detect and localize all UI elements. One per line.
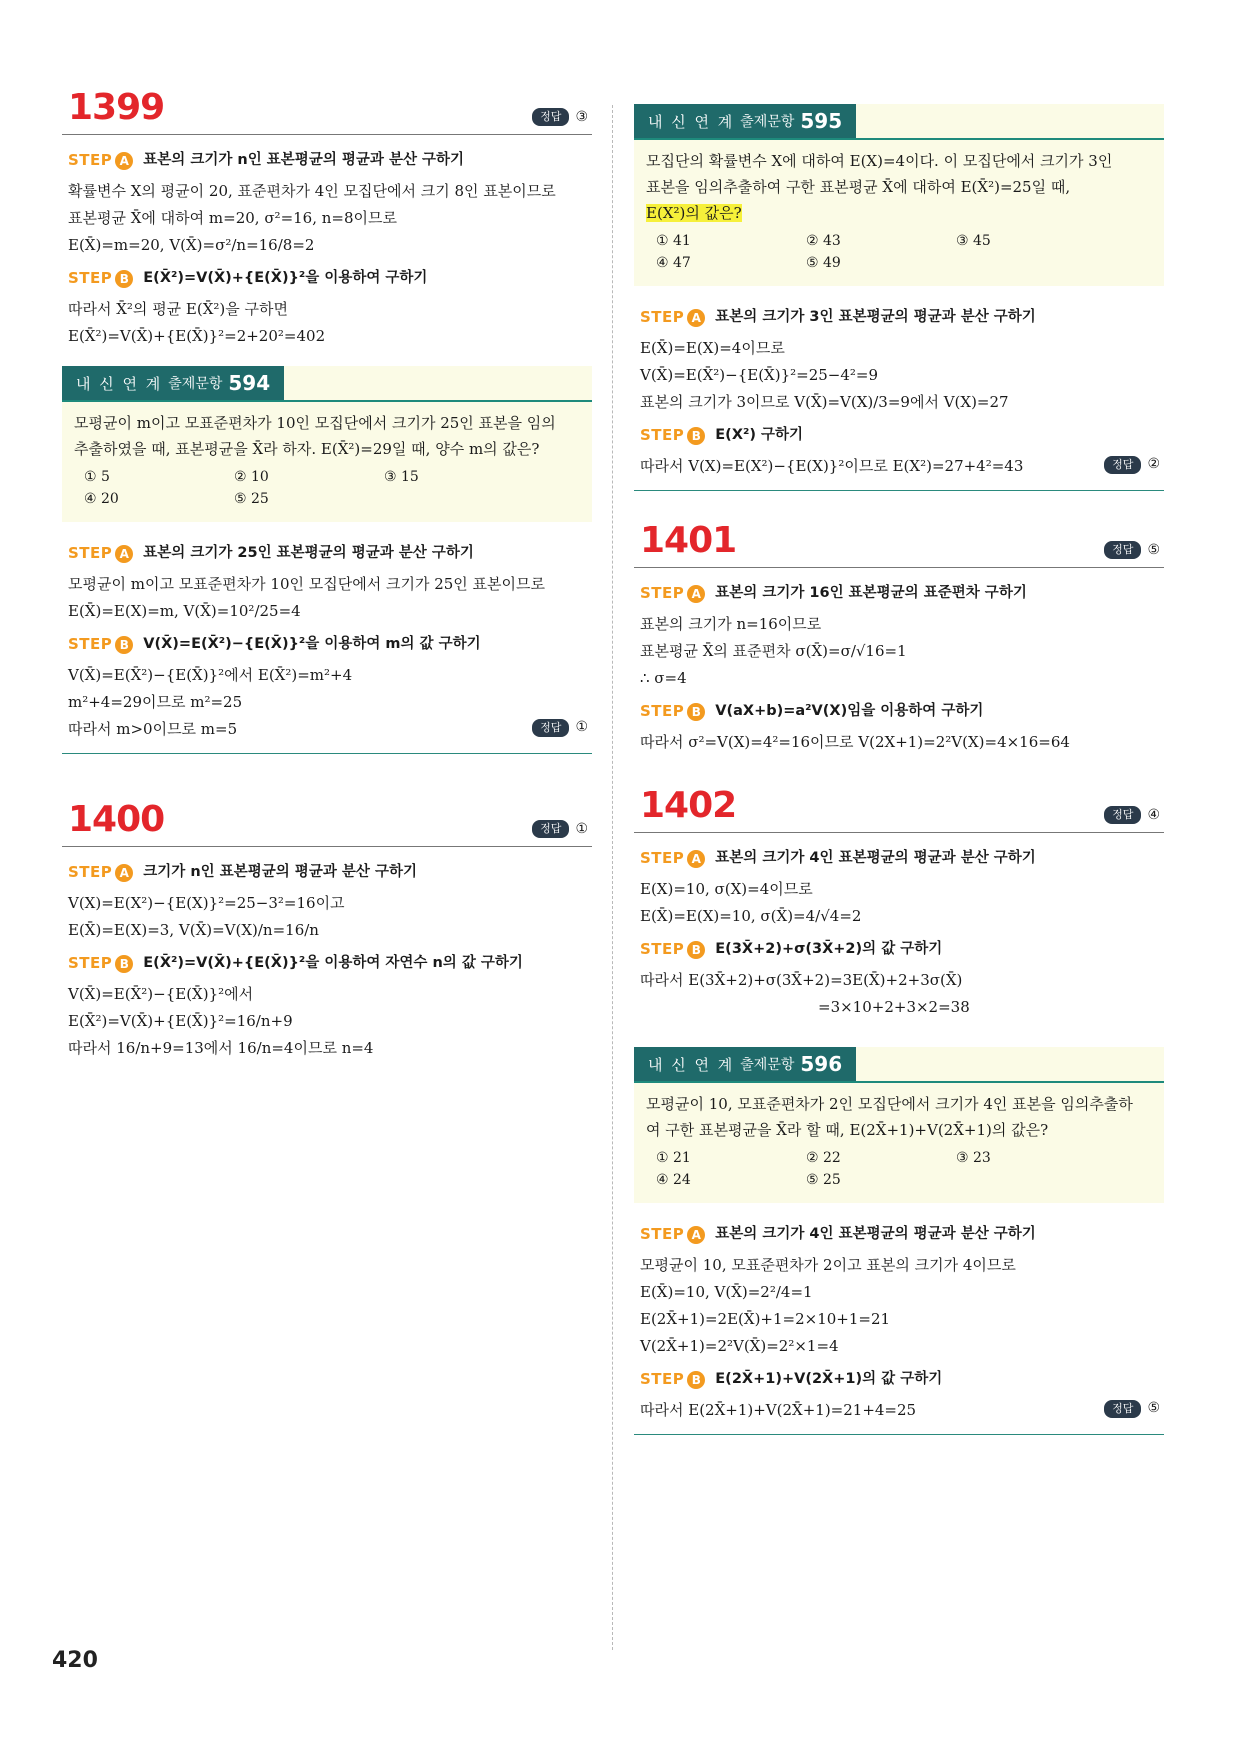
step-label: STEP [640,849,685,867]
step-marker-icon: B [115,270,133,288]
step-a [640,580,1164,692]
step-marker-icon: A [687,309,705,327]
step-marker-icon: B [687,427,705,445]
step-title: 표본의 크기가 4인 표본평균의 평균과 분산 구하기 [715,1226,1036,1242]
step-line: 모평균이 m이고 모표준편차가 10인 모집단에서 크기가 25인 표본이므로 [68,575,546,593]
problem-number: 1400 [68,799,165,840]
related-tag-sub: 출제문항 [168,376,223,392]
answer-tag [1104,451,1160,478]
choice: ② 22 [806,1150,841,1166]
step-a [640,304,1164,416]
related-tag-main: 내 신 연 계 [648,1055,735,1074]
step-marker-icon: B [687,1371,705,1389]
step-line: 표본평균 X̄에 대하여 m=20, σ²=16, n=8이므로 [68,209,398,227]
answer-tag [532,820,588,838]
step-title: E(X²) 구하기 [715,427,804,443]
column-divider [612,105,613,1650]
section-end-line [62,753,592,754]
choice: ⑤ 49 [806,255,841,271]
answer-value: ③ [575,109,588,125]
step-line: 따라서 16/n+9=13에서 16/n=4이므로 n=4 [68,1039,374,1057]
related-tag [62,366,284,400]
question-line: 추출하였을 때, 표본평균을 X̄라 하자. E(X̄²)=29일 때, 양수 m의 값은? [74,440,540,458]
answer-badge: 정답 [1104,806,1141,824]
step-marker-icon: B [115,636,133,654]
problem-1399 [62,88,592,350]
problem-header [62,800,592,847]
step-title: 표본의 크기가 16인 표본평균의 표준편차 구하기 [715,585,1027,601]
answer-tag [532,714,588,741]
choice: ③ 45 [956,233,991,249]
step-line: E(X̄)=E(X)=10, σ(X̄)=4/√4=2 [640,907,862,925]
related-596-solution [634,1221,1164,1435]
step-b [640,936,1164,1021]
step-label: STEP [640,940,685,958]
choice: ④ 24 [656,1172,691,1188]
problem-header [634,521,1164,568]
section-end-line [634,1434,1164,1435]
answer-choices [62,466,592,514]
step-label: STEP [640,1370,685,1388]
step-marker-icon: A [115,864,133,882]
step-marker-icon: B [687,703,705,721]
step-marker-icon: A [115,545,133,563]
answer-choices [634,1147,1164,1195]
related-595-solution [634,304,1164,491]
choice: ③ 23 [956,1150,991,1166]
choice: ④ 47 [656,255,691,271]
choice: ⑤ 25 [806,1172,841,1188]
step-label: STEP [68,635,113,653]
answer-value: ⑤ [1147,1400,1160,1416]
step-line: E(X̄)=E(X)=3, V(X̄)=V(X)/n=16/n [68,921,319,939]
step-title: 크기가 n인 표본평균의 평균과 분산 구하기 [143,864,417,880]
step-line: E(X̄²)=V(X̄)+{E(X̄)}²=2+20²=402 [68,327,326,345]
related-question [62,402,592,466]
step-title: E(3X̄+2)+σ(3X̄+2)의 값 구하기 [715,941,943,957]
step-label: STEP [640,308,685,326]
step-label: STEP [640,702,685,720]
step-title: E(2X̄+1)+V(2X̄+1)의 값 구하기 [715,1371,943,1387]
answer-badge: 정답 [1104,541,1141,559]
question-line: 모집단의 확률변수 X에 대하여 E(X)=4이다. 이 모집단에서 크기가 3인 [646,152,1113,170]
related-problem-596 [634,1047,1164,1203]
step-marker-icon: B [115,955,133,973]
step-marker-icon: A [687,585,705,603]
step-line: 따라서 m>0이므로 m=5 [68,720,238,738]
step-line: E(X̄²)=V(X̄)+{E(X̄)}²=16/n+9 [68,1012,293,1030]
step-line: 표본평균 X̄의 표준편차 σ(X̄)=σ/√16=1 [640,642,907,660]
step-marker-icon: A [115,152,133,170]
step-line: V(X̄)=E(X̄²)−{E(X̄)}²에서 [68,985,254,1003]
step-marker-icon: B [687,941,705,959]
step-b [640,422,1164,480]
step-a [640,845,1164,930]
related-question [634,1083,1164,1147]
step-b [68,950,592,1062]
step-title: 표본의 크기가 3인 표본평균의 평균과 분산 구하기 [715,309,1036,325]
choice: ② 43 [806,233,841,249]
step-line: 따라서 σ²=V(X)=4²=16이므로 V(2X+1)=2²V(X)=4×16=64 [640,733,1070,751]
answer-badge: 정답 [532,820,569,838]
related-header [634,104,1164,140]
problem-header [634,786,1164,833]
step-line: V(X̄)=E(X̄²)−{E(X̄)}²=25−4²=9 [640,366,879,384]
question-line: 표본을 임의추출하여 구한 표본평균 X̄에 대하여 E(X̄²)=25일 때, [646,178,1071,196]
left-column [62,88,592,1066]
step-title: 표본의 크기가 n인 표본평균의 평균과 분산 구하기 [143,152,465,168]
step-line: 따라서 V(X)=E(X²)−{E(X)}²이므로 E(X²)=27+4²=43 [640,457,1024,475]
step-line: E(2X̄+1)=2E(X̄)+1=2×10+1=21 [640,1310,891,1328]
page-number: 420 [52,1648,98,1673]
step-label: STEP [640,584,685,602]
problem-header [62,88,592,135]
answer-badge: 정답 [1104,1400,1141,1418]
choice: ⑤ 25 [234,491,269,507]
step-a [68,540,592,625]
related-tag-number: 595 [800,109,843,133]
related-header [62,366,592,402]
step-line: 따라서 X̄²의 평균 E(X̄²)을 구하면 [68,300,289,318]
step-title: 표본의 크기가 25인 표본평균의 평균과 분산 구하기 [143,545,474,561]
answer-badge: 정답 [532,719,569,737]
answer-value: ① [575,821,588,837]
answer-value: ⑤ [1147,542,1160,558]
right-column [634,104,1164,1435]
step-line: E(X̄)=10, V(X̄)=2²/4=1 [640,1283,813,1301]
step-b [68,631,592,743]
step-b [640,1366,1164,1424]
question-line: 모평균이 m이고 모표준편차가 10인 모집단에서 크기가 25인 표본을 임의 [74,414,556,432]
related-question [634,140,1164,230]
answer-tag [1104,541,1160,559]
step-marker-icon: A [687,1226,705,1244]
answer-badge: 정답 [1104,456,1141,474]
step-line: E(X̄)=m=20, V(X̄)=σ²/n=16/8=2 [68,236,315,254]
step-line: E(X̄)=E(X)=m, V(X̄)=10²/25=4 [68,602,301,620]
step-line: 모평균이 10, 모표준편차가 2이고 표본의 크기가 4이므로 [640,1256,1016,1274]
question-line: 모평균이 10, 모표준편차가 2인 모집단에서 크기가 4인 표본을 임의추출하 [646,1095,1133,1113]
step-label: STEP [68,544,113,562]
choice: ② 10 [234,469,269,485]
step-line: 따라서 E(2X̄+1)+V(2X̄+1)=21+4=25 [640,1401,917,1419]
step-line: 표본의 크기가 n=16이므로 [640,615,822,633]
step-line: 따라서 E(3X̄+2)+σ(3X̄+2)=3E(X̄)+2+3σ(X̄) [640,971,963,989]
related-tag-number: 596 [800,1052,843,1076]
step-line: 표본의 크기가 3이므로 V(X̄)=V(X)/3=9에서 V(X)=27 [640,393,1009,411]
step-title: E(X̄²)=V(X̄)+{E(X̄)}²을 이용하여 자연수 n의 값 구하기 [143,955,523,971]
choice: ④ 20 [84,491,119,507]
answer-value: ① [575,719,588,735]
step-label: STEP [68,954,113,972]
step-title: V(aX+b)=a²V(X)임을 이용하여 구하기 [715,703,984,719]
choice: ① 41 [656,233,691,249]
answer-choices [634,230,1164,278]
step-a [640,1221,1164,1360]
step-label: STEP [68,863,113,881]
step-line: =3×10+2+3×2=38 [818,998,970,1016]
related-tag-main: 내 신 연 계 [648,112,735,131]
step-b [640,698,1164,756]
question-line: 여 구한 표본평균을 X̄라 할 때, E(2X̄+1)+V(2X̄+1)의 값은? [646,1121,1049,1139]
choice: ③ 15 [384,469,419,485]
step-label: STEP [68,151,113,169]
step-line: 확률변수 X의 평균이 20, 표준편차가 4인 모집단에서 크기 8인 표본이므로 [68,182,556,200]
related-header [634,1047,1164,1083]
related-problem-595 [634,104,1164,286]
section-end-line [634,490,1164,491]
problem-1401 [634,521,1164,756]
step-title: 표본의 크기가 4인 표본평균의 평균과 분산 구하기 [715,850,1036,866]
answer-badge: 정답 [532,108,569,126]
step-line: V(X)=E(X²)−{E(X)}²=25−3²=16이고 [68,894,345,912]
problem-number: 1402 [640,785,737,826]
step-line: E(X)=10, σ(X)=4이므로 [640,880,813,898]
answer-tag [532,108,588,126]
step-label: STEP [68,269,113,287]
step-b [68,265,592,350]
step-a [68,147,592,259]
related-tag-sub: 출제문항 [740,114,795,130]
step-marker-icon: A [687,850,705,868]
step-line: m²+4=29이므로 m²=25 [68,693,243,711]
problem-1400 [62,800,592,1062]
step-a [68,859,592,944]
choice: ① 21 [656,1150,691,1166]
step-label: STEP [640,1225,685,1243]
related-594-solution [62,540,592,754]
step-line: E(X̄)=E(X)=4이므로 [640,339,785,357]
related-tag [634,104,856,138]
related-tag [634,1047,856,1081]
answer-value: ② [1147,456,1160,472]
related-tag-sub: 출제문항 [740,1057,795,1073]
step-line: ∴ σ=4 [640,669,687,687]
step-label: STEP [640,426,685,444]
related-tag-main: 내 신 연 계 [76,374,163,393]
answer-tag [1104,1395,1160,1422]
step-title: E(X̄²)=V(X̄)+{E(X̄)}²을 이용하여 구하기 [143,270,428,286]
problem-1402 [634,786,1164,1021]
problem-number: 1399 [68,87,165,128]
step-line: V(2X̄+1)=2²V(X̄)=2²×1=4 [640,1337,839,1355]
answer-tag [1104,806,1160,824]
question-highlight: E(X²)의 값은? [646,204,742,222]
related-tag-number: 594 [228,371,271,395]
related-problem-594 [62,366,592,522]
answer-value: ④ [1147,807,1160,823]
choice: ① 5 [84,469,110,485]
step-title: V(X̄)=E(X̄²)−{E(X̄)}²을 이용하여 m의 값 구하기 [143,636,481,652]
step-line: V(X̄)=E(X̄²)−{E(X̄)}²에서 E(X̄²)=m²+4 [68,666,353,684]
problem-number: 1401 [640,520,737,561]
